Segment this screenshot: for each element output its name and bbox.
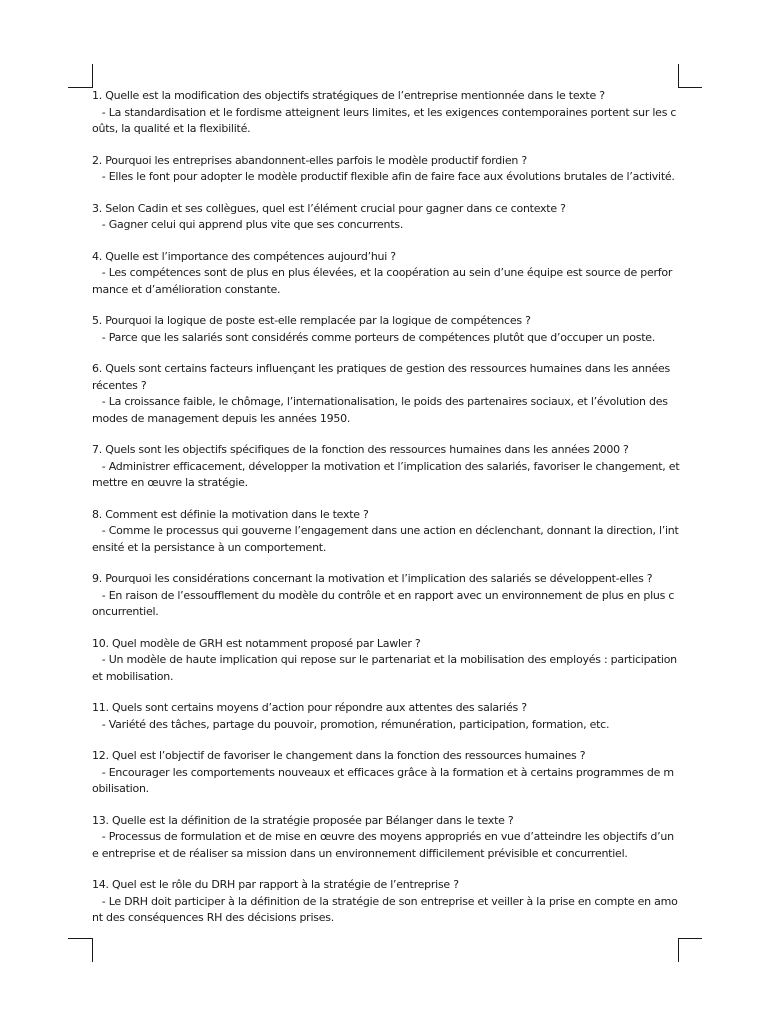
question-text: 11. Quels sont certains moyens d’action pour répondre aux attentes des salariés ? — [92, 701, 527, 714]
question-text: 14. Quel est le rôle du DRH par rapport à la stratégie de l’entreprise ? — [92, 878, 459, 891]
question-text: 4. Quelle est l’importance des compétences aujourd’hui ? — [92, 249, 396, 263]
question-text: 13. Quelle est la définition de la stratégie proposée par Bélanger dans le texte ? — [92, 813, 514, 827]
qa-item-4 — [92, 249, 680, 299]
question-text: 7. Quels sont les objectifs spécifiques de la fonction des ressources humaines dans les années 2000 ? — [92, 443, 629, 456]
qa-item-10 — [92, 636, 680, 686]
answer-text: - Encourager les comportements nouveaux et efficaces grâce à la formation et à certains programmes de mobilisation. — [92, 765, 674, 795]
qa-item-2 — [92, 153, 680, 186]
answer-text: - En raison de l’essoufflement du modèle du contrôle et en rapport avec un environnement de plus en plus concurrentiel. — [92, 588, 675, 618]
question-text: 1. Quelle est la modification des objectifs stratégiques de l’entreprise mentionnée dans le texte ? — [92, 89, 605, 102]
answer-text: - La standardisation et le fordisme atteignent leurs limites, et les exigences contemporaines portent sur les coûts, la qualité et la flexibilité. — [92, 105, 677, 135]
qa-item-6 — [92, 361, 680, 427]
qa-item-8 — [92, 507, 680, 557]
crop-mark-top-left-vertical — [92, 64, 93, 88]
question-text: 10. Quel modèle de GRH est notamment proposé par Lawler ? — [92, 636, 421, 650]
crop-mark-bottom-right-horizontal — [678, 938, 702, 939]
qa-item-1 — [92, 88, 680, 138]
crop-mark-top-left-horizontal — [68, 87, 92, 88]
qa-item-12 — [92, 748, 680, 798]
qa-document — [92, 88, 683, 942]
question-text: 6. Quels sont certains facteurs influençant les pratiques de gestion des ressources humaines dans les années récentes ? — [92, 362, 674, 392]
answer-text: - Comme le processus qui gouverne l’engagement dans une action en déclenchant, donnant la direction, l’intensité et la persistance à un comportement. — [92, 524, 679, 554]
qa-item-14 — [92, 877, 680, 927]
question-text: 9. Pourquoi les considérations concernant la motivation et l’implication des salariés se développent-elles ? — [92, 572, 653, 585]
answer-text: - La croissance faible, le chômage, l’internationalisation, le poids des partenaires sociaux, et l’évolution des modes de management depuis les années 1950. — [92, 395, 671, 425]
qa-item-11 — [92, 700, 680, 733]
answer-text: - Administrer efficacement, développer la motivation et l’implication des salariés, favoriser le changement, et mettre en œuvre la stratégie. — [92, 459, 683, 489]
answer-text: - Variété des tâches, partage du pouvoir, promotion, rémunération, participation, formation, etc. — [92, 717, 610, 731]
qa-item-3 — [92, 201, 680, 234]
crop-mark-top-right-horizontal — [678, 87, 702, 88]
qa-item-7 — [92, 442, 683, 492]
answer-text: - Le DRH doit participer à la définition de la stratégie de son entreprise et veiller à la prise en compte en amont des conséquences RH des décisions prises. — [92, 894, 678, 924]
answer-text: - Gagner celui qui apprend plus vite que ses concurrents. — [92, 218, 404, 231]
question-text: 12. Quel est l’objectif de favoriser le changement dans la fonction des ressources humaines ? — [92, 749, 586, 762]
question-text: 3. Selon Cadin et ses collègues, quel est l’élément crucial pour gagner dans ce contexte ? — [92, 201, 566, 215]
qa-item-5 — [92, 313, 680, 346]
answer-text: - Parce que les salariés sont considérés comme porteurs de compétences plutôt que d’occuper un poste. — [92, 330, 656, 344]
question-text: 8. Comment est définie la motivation dans le texte ? — [92, 507, 369, 521]
crop-mark-bottom-right-vertical — [678, 938, 679, 962]
crop-mark-bottom-left-horizontal — [68, 938, 92, 939]
crop-mark-top-right-vertical — [678, 64, 679, 88]
crop-mark-bottom-left-vertical — [92, 938, 93, 962]
answer-text: - Processus de formulation et de mise en œuvre des moyens appropriés en vue d’atteindre les objectifs d’une entreprise et de réaliser sa mission dans un environnement difficilement prévisible et concurrentiel. — [92, 830, 674, 860]
qa-item-13 — [92, 813, 680, 863]
answer-text: - Un modèle de haute implication qui repose sur le partenariat et la mobilisation des employés : participation et mobilisation. — [92, 653, 681, 683]
qa-item-9 — [92, 571, 680, 621]
answer-text: - Elles le font pour adopter le modèle productif flexible afin de faire face aux évolutions brutales de l’activité. — [92, 170, 675, 183]
question-text: 5. Pourquoi la logique de poste est-elle remplacée par la logique de compétences ? — [92, 314, 531, 327]
answer-text: - Les compétences sont de plus en plus élevées, et la coopération au sein d’une équipe est source de performance et d’amélioration constante. — [92, 266, 673, 296]
question-text: 2. Pourquoi les entreprises abandonnent-elles parfois le modèle productif fordien ? — [92, 153, 527, 167]
